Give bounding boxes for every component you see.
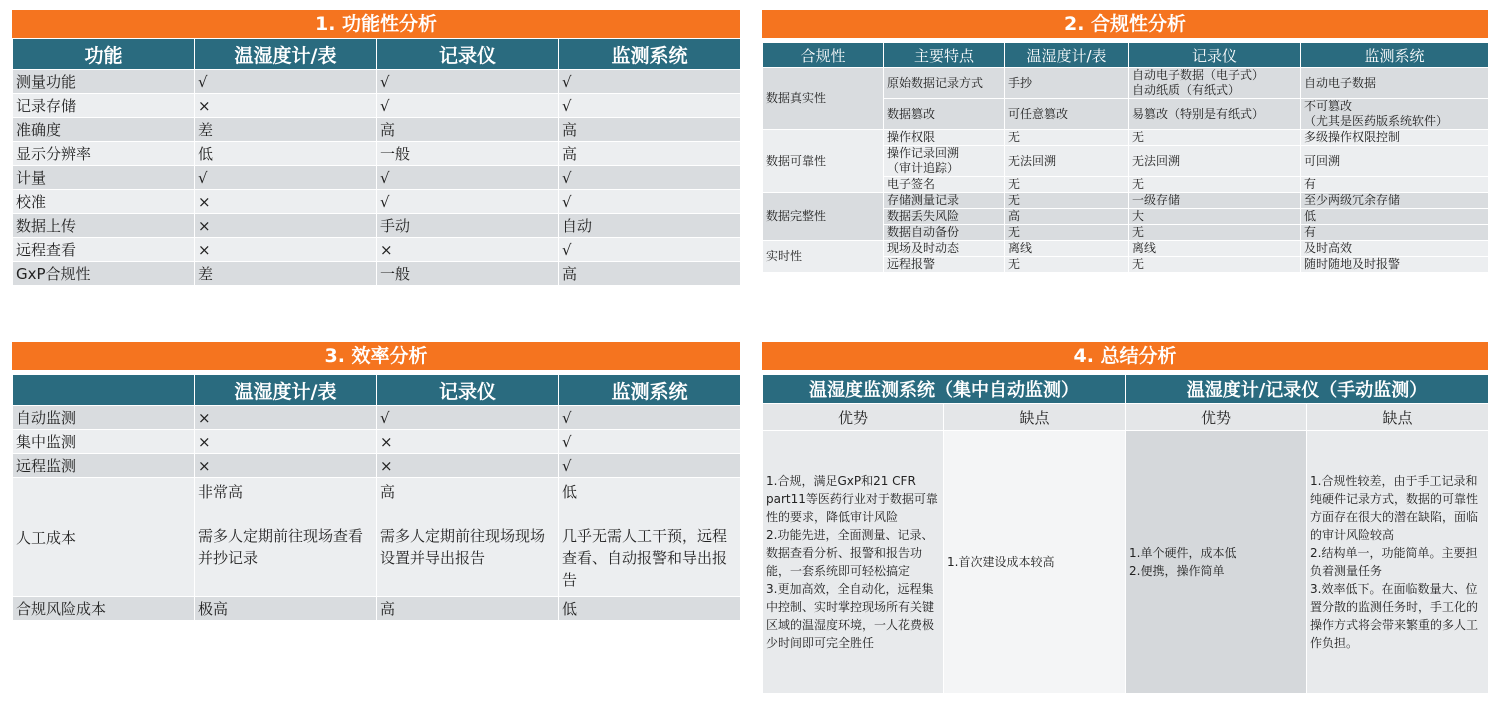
table-cell: 差	[195, 262, 377, 286]
table-cell: 远程监测	[13, 454, 195, 478]
group-header: 温湿度计/记录仪（手动监测）	[1126, 375, 1489, 404]
table-cell: 测量功能	[13, 70, 195, 94]
table-cell: ×	[195, 94, 377, 118]
table-cell: 集中监测	[13, 430, 195, 454]
table-cell: 校准	[13, 190, 195, 214]
summary-cell: 1.合规性较差，由于手工记录和纯硬件记录方式，数据的可靠性方面存在很大的潜在缺陷，面临的审计风险较高 2.结构单一，功能简单。主要担负着测量任务 3.效率低下。在面临数量大、位置分散的监测任务时，手工化的操作方式将会带来繁重的多人工作负担。	[1307, 431, 1489, 694]
table-cell: 离线	[1129, 241, 1301, 257]
table-cell: 一般	[377, 142, 559, 166]
column-header: 监测系统	[559, 39, 741, 70]
table-cell: ×	[377, 430, 559, 454]
table-cell: 合规风险成本	[13, 597, 195, 621]
table-cell: 高 需多人定期前往现场现场设置并导出报告	[377, 478, 559, 597]
table-cell: √	[559, 238, 741, 262]
summary-table	[762, 374, 1489, 694]
table-row	[13, 478, 741, 597]
table-cell: 操作权限	[884, 130, 1005, 146]
table-cell: 手动	[377, 214, 559, 238]
table-cell: 无	[1129, 225, 1301, 241]
column-header: 记录仪	[377, 39, 559, 70]
table-cell: 及时高效	[1301, 241, 1489, 257]
sub-header: 优势	[1126, 404, 1307, 431]
table-cell: 自动电子数据	[1301, 68, 1489, 99]
table-row	[13, 214, 741, 238]
column-header	[13, 375, 195, 406]
table-row	[763, 193, 1489, 209]
table-row	[763, 431, 1489, 694]
table-cell: 离线	[1005, 241, 1129, 257]
column-header: 功能	[13, 39, 195, 70]
table-row	[13, 166, 741, 190]
table-cell: 可任意篡改	[1005, 99, 1129, 130]
table-cell: 高	[1005, 209, 1129, 225]
table-cell: 自动监测	[13, 406, 195, 430]
table-cell: √	[377, 406, 559, 430]
table-row	[13, 454, 741, 478]
column-header: 监测系统	[559, 375, 741, 406]
summary-analysis-panel	[762, 342, 1488, 694]
column-header: 记录仪	[1129, 43, 1301, 68]
column-header: 主要特点	[884, 43, 1005, 68]
table-cell: 无	[1005, 257, 1129, 273]
panel-title: 3. 效率分析	[12, 342, 740, 370]
table-cell: √	[377, 190, 559, 214]
table-cell: 大	[1129, 209, 1301, 225]
table-row	[13, 406, 741, 430]
table-cell: 易篡改（特别是有纸式）	[1129, 99, 1301, 130]
column-header: 记录仪	[377, 375, 559, 406]
table-cell: 低	[195, 142, 377, 166]
table-cell: 数据丢失风险	[884, 209, 1005, 225]
table-cell: 记录存储	[13, 94, 195, 118]
table-row	[13, 430, 741, 454]
table-cell: 计量	[13, 166, 195, 190]
table-cell: ×	[195, 214, 377, 238]
group-header: 温湿度监测系统（集中自动监测）	[763, 375, 1126, 404]
table-cell: 无	[1129, 257, 1301, 273]
table-cell: 远程查看	[13, 238, 195, 262]
sub-header: 缺点	[944, 404, 1126, 431]
table-cell: √	[377, 94, 559, 118]
group-label: 数据完整性	[763, 193, 884, 241]
table-cell: √	[559, 70, 741, 94]
table-cell: 不可篡改 （尤其是医药版系统软件）	[1301, 99, 1489, 130]
table-row	[13, 190, 741, 214]
table-row	[763, 130, 1489, 146]
table-cell: 自动电子数据（电子式） 自动纸质（有纸式）	[1129, 68, 1301, 99]
table-cell: ×	[195, 406, 377, 430]
column-header: 合规性	[763, 43, 884, 68]
group-label: 实时性	[763, 241, 884, 273]
table-cell: 高	[559, 262, 741, 286]
summary-cell: 1.首次建设成本较高	[944, 431, 1126, 694]
table-cell: 一级存储	[1129, 193, 1301, 209]
table-row	[13, 238, 741, 262]
table-cell: 极高	[195, 597, 377, 621]
table-cell: 存储测量记录	[884, 193, 1005, 209]
sub-header: 缺点	[1307, 404, 1489, 431]
table-cell: ×	[195, 190, 377, 214]
summary-cell: 1.合规，满足GxP和21 CFR part11等医药行业对于数据可靠性的要求，降低审计风险 2.功能先进，全面测量、记录、数据查看分析、报警和报告功能，一套系统即可轻松搞定 3.更加高效，全自动化，远程集中控制、实时掌控现场所有关键区域的温湿度环境，一人花费极少时间即可完全胜任	[763, 431, 944, 694]
table-cell: ×	[195, 430, 377, 454]
table-cell: √	[377, 70, 559, 94]
table-cell: 多级操作权限控制	[1301, 130, 1489, 146]
table-cell: √	[559, 406, 741, 430]
efficiency-analysis-panel	[12, 342, 740, 621]
table-cell: 无	[1129, 130, 1301, 146]
table-cell: 非常高 需多人定期前往现场查看并抄记录	[195, 478, 377, 597]
table-cell: 随时随地及时报警	[1301, 257, 1489, 273]
summary-cell: 1.单个硬件，成本低 2.便携，操作简单	[1126, 431, 1307, 694]
table-row	[13, 118, 741, 142]
panel-title: 2. 合规性分析	[762, 10, 1488, 38]
table-cell: 人工成本	[13, 478, 195, 597]
table-cell: 高	[377, 118, 559, 142]
column-header: 监测系统	[1301, 43, 1489, 68]
table-cell: 无	[1005, 130, 1129, 146]
table-row	[13, 142, 741, 166]
table-cell: 准确度	[13, 118, 195, 142]
table-cell: √	[195, 70, 377, 94]
table-cell: 有	[1301, 225, 1489, 241]
group-label: 数据可靠性	[763, 130, 884, 193]
table-cell: 低 几乎无需人工干预，远程查看、自动报警和导出报告	[559, 478, 741, 597]
table-cell: 原始数据记录方式	[884, 68, 1005, 99]
table-cell: √	[559, 454, 741, 478]
table-cell: 自动	[559, 214, 741, 238]
sub-header: 优势	[763, 404, 944, 431]
table-cell: 无	[1005, 225, 1129, 241]
efficiency-table	[12, 374, 741, 621]
table-cell: 无法回溯	[1005, 146, 1129, 177]
table-row	[13, 597, 741, 621]
table-cell: 差	[195, 118, 377, 142]
table-cell: ×	[195, 454, 377, 478]
column-header: 温湿度计/表	[195, 39, 377, 70]
table-cell: GxP合规性	[13, 262, 195, 286]
table-cell: 至少两级冗余存储	[1301, 193, 1489, 209]
table-row	[763, 241, 1489, 257]
table-cell: √	[559, 166, 741, 190]
table-cell: 操作记录回溯 （审计追踪）	[884, 146, 1005, 177]
table-cell: √	[377, 166, 559, 190]
table-cell: 无法回溯	[1129, 146, 1301, 177]
panel-title: 4. 总结分析	[762, 342, 1488, 370]
table-row	[13, 94, 741, 118]
table-cell: 可回溯	[1301, 146, 1489, 177]
table-cell: ×	[377, 238, 559, 262]
table-cell: √	[559, 94, 741, 118]
table-cell: 数据自动备份	[884, 225, 1005, 241]
table-cell: 电子签名	[884, 177, 1005, 193]
table-cell: 无	[1005, 177, 1129, 193]
table-cell: 远程报警	[884, 257, 1005, 273]
functional-analysis-panel	[12, 10, 740, 286]
table-cell: 手抄	[1005, 68, 1129, 99]
table-cell: 数据上传	[13, 214, 195, 238]
table-row	[763, 68, 1489, 99]
table-cell: 无	[1005, 193, 1129, 209]
functional-table	[12, 38, 741, 286]
table-cell: 显示分辨率	[13, 142, 195, 166]
table-row	[13, 262, 741, 286]
table-cell: 高	[559, 118, 741, 142]
table-cell: 一般	[377, 262, 559, 286]
table-cell: 现场及时动态	[884, 241, 1005, 257]
table-cell: 低	[559, 597, 741, 621]
table-cell: √	[559, 190, 741, 214]
table-cell: ×	[195, 238, 377, 262]
table-cell: 无	[1129, 177, 1301, 193]
table-cell: 高	[559, 142, 741, 166]
table-cell: 高	[377, 597, 559, 621]
table-cell: 低	[1301, 209, 1489, 225]
table-cell: √	[195, 166, 377, 190]
compliance-analysis-panel	[762, 10, 1488, 273]
table-row	[13, 70, 741, 94]
column-header: 温湿度计/表	[1005, 43, 1129, 68]
compliance-table	[762, 42, 1489, 273]
group-label: 数据真实性	[763, 68, 884, 130]
table-cell: ×	[377, 454, 559, 478]
column-header: 温湿度计/表	[195, 375, 377, 406]
panel-title: 1. 功能性分析	[12, 10, 740, 38]
table-cell: 数据篡改	[884, 99, 1005, 130]
table-cell: 有	[1301, 177, 1489, 193]
table-cell: √	[559, 430, 741, 454]
